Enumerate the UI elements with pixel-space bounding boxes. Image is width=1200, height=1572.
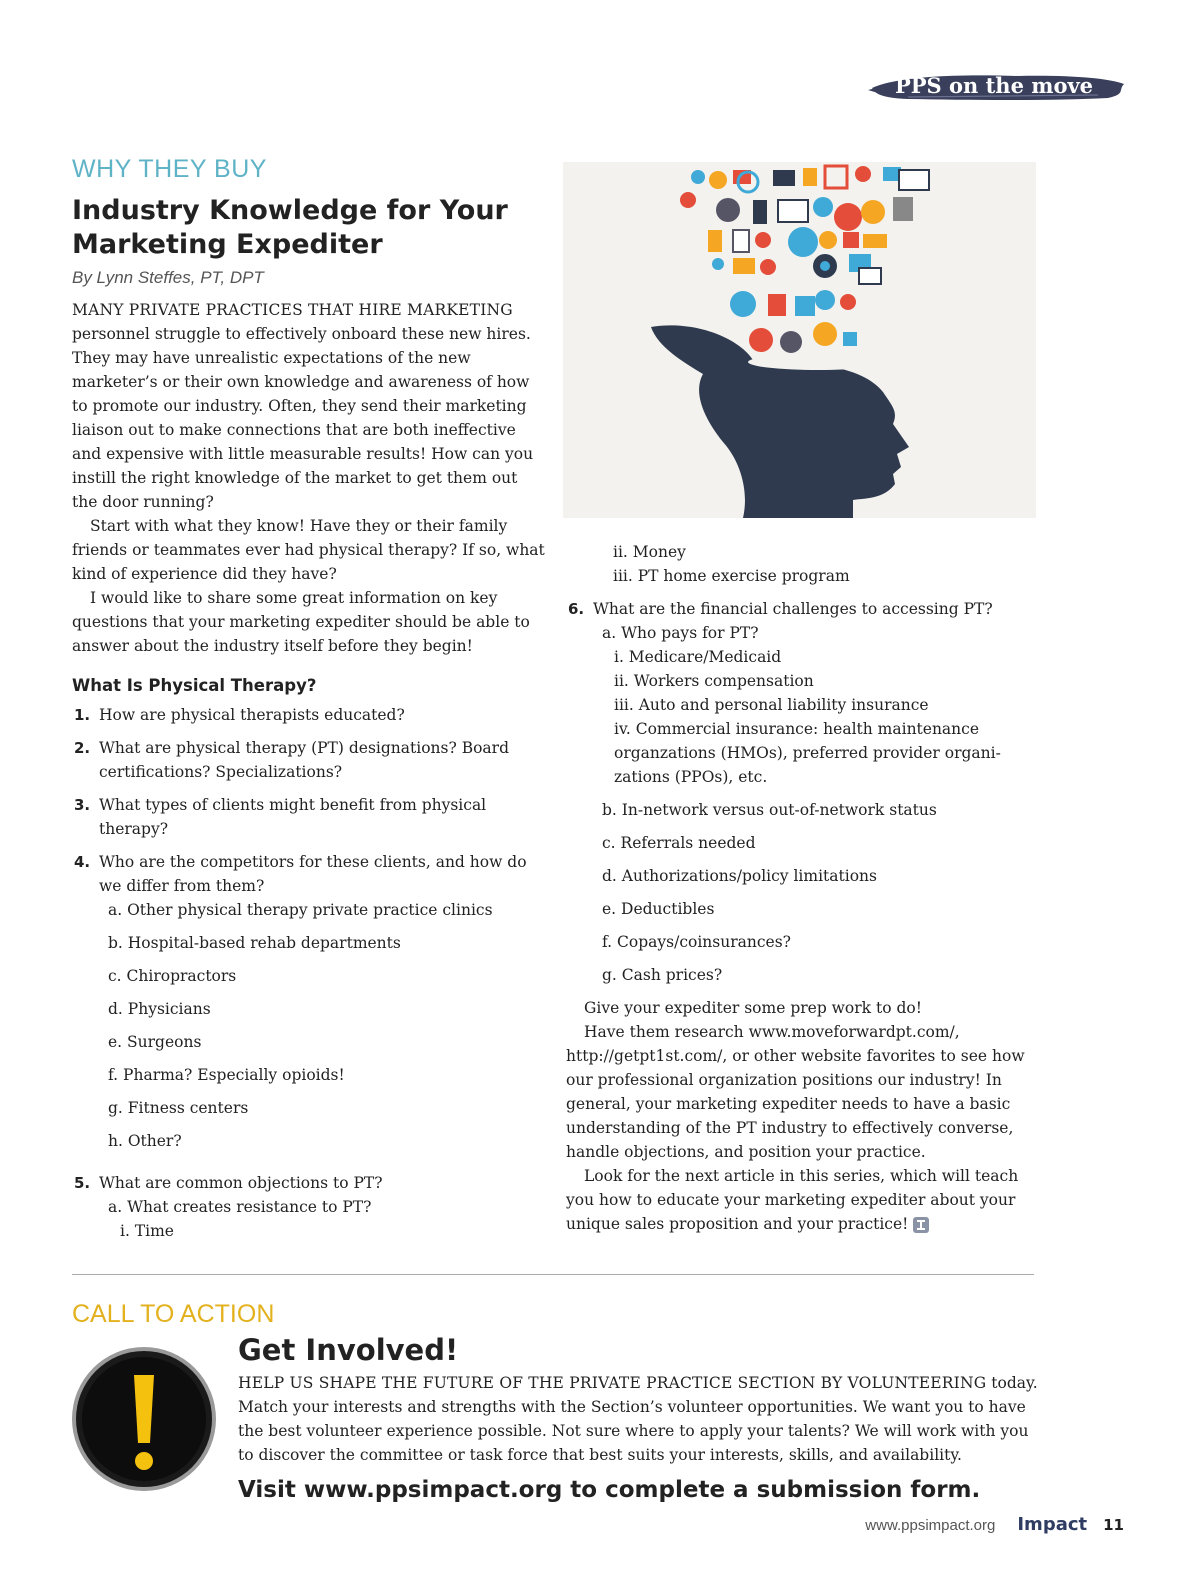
list-item: iii. PT home exercise program (613, 567, 850, 585)
head-illustration (563, 162, 1036, 518)
list-item: 1. How are physical therapists educated? (74, 706, 405, 724)
list-item: g. Cash prices? (602, 966, 723, 984)
list-item: f. Pharma? Especially opioids! (108, 1066, 345, 1084)
lead-rest: personnel struggle to effectively onboard these new hires. They may have unrealistic expectations of the new marketer’s or their own knowledge and awareness of how to promote our industry. Often, they send their marketing liaison out to make connections that are both ineffective and expensive with little measurable results! How can you instill the right knowledge of the market to get them out the door running? (72, 325, 534, 511)
section-banner (868, 70, 1128, 104)
footer-url[interactable]: www.ppsimpact.org (865, 1517, 996, 1534)
article-right-column (566, 540, 1036, 1236)
list-item: i. Medicare/Medicaid (614, 648, 782, 666)
head-icons-image (563, 162, 1036, 518)
list-item: a. Other physical therapy private practice clinics (108, 901, 493, 919)
page-number: 11 (1103, 1516, 1124, 1534)
list-item: d. Authorizations/policy limitations (602, 867, 877, 885)
exclamation-icon (70, 1345, 218, 1493)
closing-paragraph-1: Give your expediter some prep work to do! (584, 999, 922, 1017)
section-divider (72, 1274, 1034, 1275)
head-silhouette (651, 325, 909, 518)
question-list-continued (566, 597, 1036, 987)
banner-text: PPS on the move (894, 73, 1094, 98)
byline: By Lynn Steffes, PT, DPT (72, 268, 264, 287)
question-list (72, 703, 547, 1243)
cta-label: CALL TO ACTION (72, 1300, 275, 1328)
magazine-name: Impact (1017, 1514, 1088, 1535)
list-item: a. What creates resistance to PT? (108, 1198, 372, 1216)
cta-body: HELP US SHAPE THE FUTURE OF THE PRIVATE PRACTICE SECTION BY VOLUNTEERING today. Match your interests and strengths with the Section’s volunteer opportunities. We want you to have the best volunteer experience possible. Not sure where to apply your talents? We will work with you to discover the committee or task force that best suits your interests, skills, and availability. (238, 1374, 1038, 1464)
list-item: b. Hospital-based rehab departments (108, 934, 401, 952)
list-item: iv. Commercial insurance: health maintenance organzations (HMOs), preferred provider organi-zations (PPOs), etc. (614, 720, 1001, 786)
paragraph-3: I would like to share some great information on key questions that your marketing expediter should be able to answer about the industry itself before they begin! (72, 589, 530, 655)
list-item: h. Other? (108, 1132, 182, 1150)
list-item: g. Fitness centers (108, 1099, 249, 1117)
resistance-list-continued (566, 540, 1036, 588)
article-left-column (72, 155, 547, 1252)
icon-cloud (680, 166, 929, 353)
section-label: WHY THEY BUY (72, 155, 267, 183)
closing-paragraph-2: Have them research www.moveforwardpt.com/, http://getpt1st.com/, or other website favorites to see how our professional organization positions our industry! In general, your marketing expediter needs to have a basic understanding of the PT industry to effectively converse, handle objections, and position your practice. (566, 1023, 1025, 1161)
payer-sublist (593, 645, 1036, 789)
page-footer (865, 1514, 1124, 1535)
paragraph-2: Start with what they know! Have they or their family friends or teammates ever had physical therapy? If so, what kind of experience did they have? (72, 517, 545, 583)
list-item: ii. Workers compensation (614, 672, 814, 690)
lead-caps: MANY PRIVATE PRACTICES THAT HIRE MARKETING (72, 301, 513, 319)
financial-list (593, 798, 1036, 987)
end-mark-icon (912, 1216, 930, 1234)
list-item: 6. What are the financial challenges to accessing PT? a. Who pays for PT? i. Medicare/Medicaid ii. Workers compensation iii. Auto and personal liability insurance iv. Commercial insurance: health maintenance organzations (HMOs), preferred provider organi-zations (PPOs), etc. b. In-network versus out-of-network status c. Referrals needed d. Authorizations/policy limitations e. Deductibles f. Copays/coinsurances? g. Cash prices? (566, 597, 1036, 987)
list-item: f. Copays/coinsurances? (602, 933, 791, 951)
objection-list (99, 1195, 547, 1219)
resistance-list (99, 1219, 547, 1243)
list-item: ii. Money (613, 543, 686, 561)
list-item: d. Physicians (108, 1000, 211, 1018)
list-item: e. Surgeons (108, 1033, 202, 1051)
list-item: e. Deductibles (602, 900, 715, 918)
cta-visit-link[interactable]: Visit www.ppsimpact.org to complete a submission form. (238, 1477, 981, 1503)
list-item: c. Chiropractors (108, 967, 237, 985)
list-item: 4. Who are the competitors for these clients, and how do we differ from them? a. Other physical therapy private practice clinics b. Hospital-based rehab departments c. Chiropractors d. Physicians e. Surgeons f. Pharma? Especially opioids! g. Fitness centers h. Other? (72, 850, 547, 1153)
lead-paragraph (72, 298, 547, 514)
list-item: 3. What types of clients might benefit from physical therapy? (74, 796, 487, 838)
list-item: iii. Auto and personal liability insurance (614, 696, 929, 714)
list-item: c. Referrals needed (602, 834, 756, 852)
closing-paragraph-3: Look for the next article in this series, which will teach you how to educate your marketing expediter about your unique sales proposition and your practice! (566, 1167, 1019, 1233)
list-item: 5. What are common objections to PT? a. What creates resistance to PT? i. Time (72, 1171, 547, 1243)
cta-block (238, 1333, 1038, 1503)
cta-title: Get Involved! (238, 1333, 459, 1367)
article-title: Industry Knowledge for Your Marketing Expediter (72, 195, 508, 260)
payer-list (593, 621, 1036, 645)
competitor-list (99, 898, 547, 1153)
list-item: 2. What are physical therapy (PT) designations? Board certifications? Specializations? (74, 739, 510, 781)
list-item: i. Time (120, 1222, 174, 1240)
list-item: a. Who pays for PT? (602, 624, 759, 642)
subhead: What Is Physical Therapy? (72, 676, 317, 695)
list-item: b. In-network versus out-of-network status (602, 801, 937, 819)
